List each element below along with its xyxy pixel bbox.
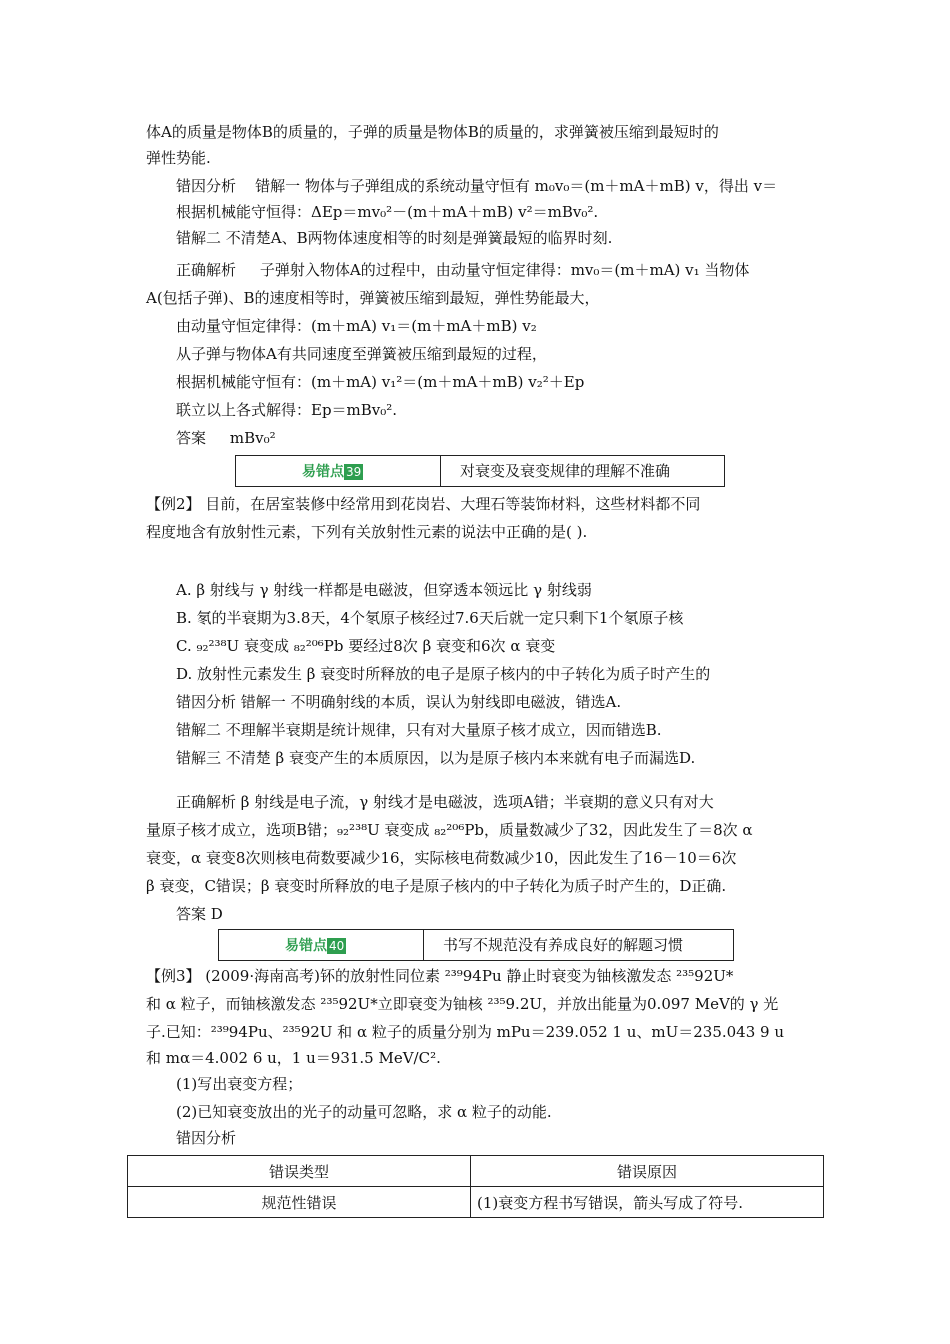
text-line: 错解三 不清楚 β 衰变产生的本质原因，以为是原子核内本来就有电子而漏选D. (176, 749, 696, 767)
error-point-badge (302, 456, 363, 486)
text-line: 子.已知：²³⁹94Pu、²³⁵92U 和 α 粒子的质量分别为 mPu＝239.052 1 u、mU＝235.043 9 u (146, 1023, 784, 1041)
error-point-badge (285, 930, 346, 960)
solution-text: 子弹射入物体A的过程中，由动量守恒定律得：mv₀＝(m＋mA) v₁ 当物体 (259, 261, 750, 279)
option-a: A. β 射线与 γ 射线一样都是电磁波，但穿透本领远比 γ 射线弱 (176, 581, 592, 599)
badge-number: 39 (346, 465, 362, 479)
table-header-row (128, 1156, 824, 1187)
text-line: 从子弹与物体A有共同速度至弹簧被压缩到最短的过程， (176, 345, 547, 363)
badge-label: 易错点 (285, 938, 327, 954)
text-line: 衰变，α 衰变8次则核电荷数要减少16，实际核电荷数减少10，因此发生了16－10＝6次 (146, 849, 737, 867)
error-table (127, 1155, 824, 1218)
text-line (176, 176, 777, 196)
section-label: 错因分析 (176, 177, 237, 195)
text-line: 错解二 不清楚A、B两物体速度相等的时刻是弹簧最短的临界时刻. (176, 229, 613, 247)
text-line: 【例3】 (2009·海南高考)钚的放射性同位素 ²³⁹94Pu 静止时衰变为铀核激发态 ²³⁵92U* (146, 967, 734, 985)
text-line: 由动量守恒定律得：(m＋mA) v₁＝(m＋mA＋mB) v₂ (176, 317, 537, 335)
text-line: 错解二 不理解半衰期是统计规律，只有对大量原子核才成立，因而错选B. (176, 721, 662, 739)
badge-number: 40 (329, 939, 345, 953)
text-line: 和 α 粒子，而铀核激发态 ²³⁵92U*立即衰变为铀核 ²³⁵9.2U，并放出能量为0.097 MeV的 γ 光 (146, 995, 779, 1013)
section-label: 错因分析 (176, 1129, 237, 1147)
text-line: 和 mα＝4.002 6 u，1 u＝931.5 MeV/C². (146, 1049, 441, 1067)
error-text: 错解一 物体与子弹组成的系统动量守恒有 m₀v₀＝(m＋mA＋mB) v，得出 v＝ (255, 177, 778, 195)
text-line: A(包括子弹)、B的速度相等时，弹簧被压缩到最短，弹性势能最大， (146, 289, 600, 307)
text-line (176, 428, 276, 448)
error-point-header (218, 929, 734, 961)
sub-question: (1)写出衰变方程； (176, 1075, 303, 1093)
table-cell: 规范性错误 (128, 1187, 471, 1218)
option-b: B. 氡的半衰期为3.8天，4个氡原子核经过7.6天后就一定只剩下1个氡原子核 (176, 609, 684, 627)
answer-value: mBv₀² (229, 429, 276, 447)
section-label: 正确解析 (176, 261, 237, 279)
badge-label: 易错点 (302, 464, 344, 480)
error-point-header (235, 455, 725, 487)
text-line: 体A的质量是物体B的质量的，子弹的质量是物体B的质量的，求弹簧被压缩到最短时的 (146, 123, 719, 141)
option-c: C. ₉₂²³⁸U 衰变成 ₈₂²⁰⁶Pb 要经过8次 β 衰变和6次 α 衰变 (176, 637, 556, 655)
text-line: 错因分析 错解一 不明确射线的本质，误认为射线即电磁波，错选A. (176, 693, 622, 711)
option-d: D. 放射性元素发生 β 衰变时所释放的电子是原子核内的中子转化为质子时产生的 (176, 665, 711, 683)
header-divider (423, 930, 424, 960)
text-line: 弹性势能. (146, 149, 211, 167)
text-line: 联立以上各式解得：Ep＝mBv₀². (176, 401, 398, 419)
text-line: β 衰变，C错误；β 衰变时所释放的电子是原子核内的中子转化为质子时产生的，D正确. (146, 877, 727, 895)
text-line: 量原子核才成立，选项B错；₉₂²³⁸U 衰变成 ₈₂²⁰⁶Pb，质量数减少了32，因此发生了＝8次 α (146, 821, 753, 839)
text-line: 【例2】 目前，在居室装修中经常用到花岗岩、大理石等装饰材料，这些材料都不同 (146, 495, 701, 513)
answer-label: 答案 (176, 429, 207, 447)
text-line: 程度地含有放射性元素，下列有关放射性元素的说法中正确的是( ). (146, 523, 588, 541)
error-point-title: 书写不规范没有养成良好的解题习惯 (443, 936, 684, 954)
table-header-cell: 错误类型 (128, 1156, 471, 1187)
text-line: 正确解析 β 射线是电子流，γ 射线才是电磁波，选项A错；半衰期的意义只有对大 (176, 793, 714, 811)
text-line: 根据机械能守恒有：(m＋mA) v₁²＝(m＋mA＋mB) v₂²＋Ep (176, 373, 585, 391)
header-divider (440, 456, 441, 486)
text-line: 根据机械能守恒得：ΔEp＝mv₀²－(m＋mA＋mB) v²＝mBv₀². (176, 203, 599, 221)
error-point-title: 对衰变及衰变规律的理解不准确 (460, 462, 671, 480)
answer: 答案 D (176, 905, 223, 923)
sub-question: (2)已知衰变放出的光子的动量可忽略，求 α 粒子的动能. (176, 1103, 552, 1121)
table-header-cell: 错误原因 (471, 1156, 824, 1187)
text-line (176, 260, 749, 280)
table-cell: (1)衰变方程书写错误，箭头写成了符号. (471, 1187, 824, 1218)
table-row (128, 1187, 824, 1218)
